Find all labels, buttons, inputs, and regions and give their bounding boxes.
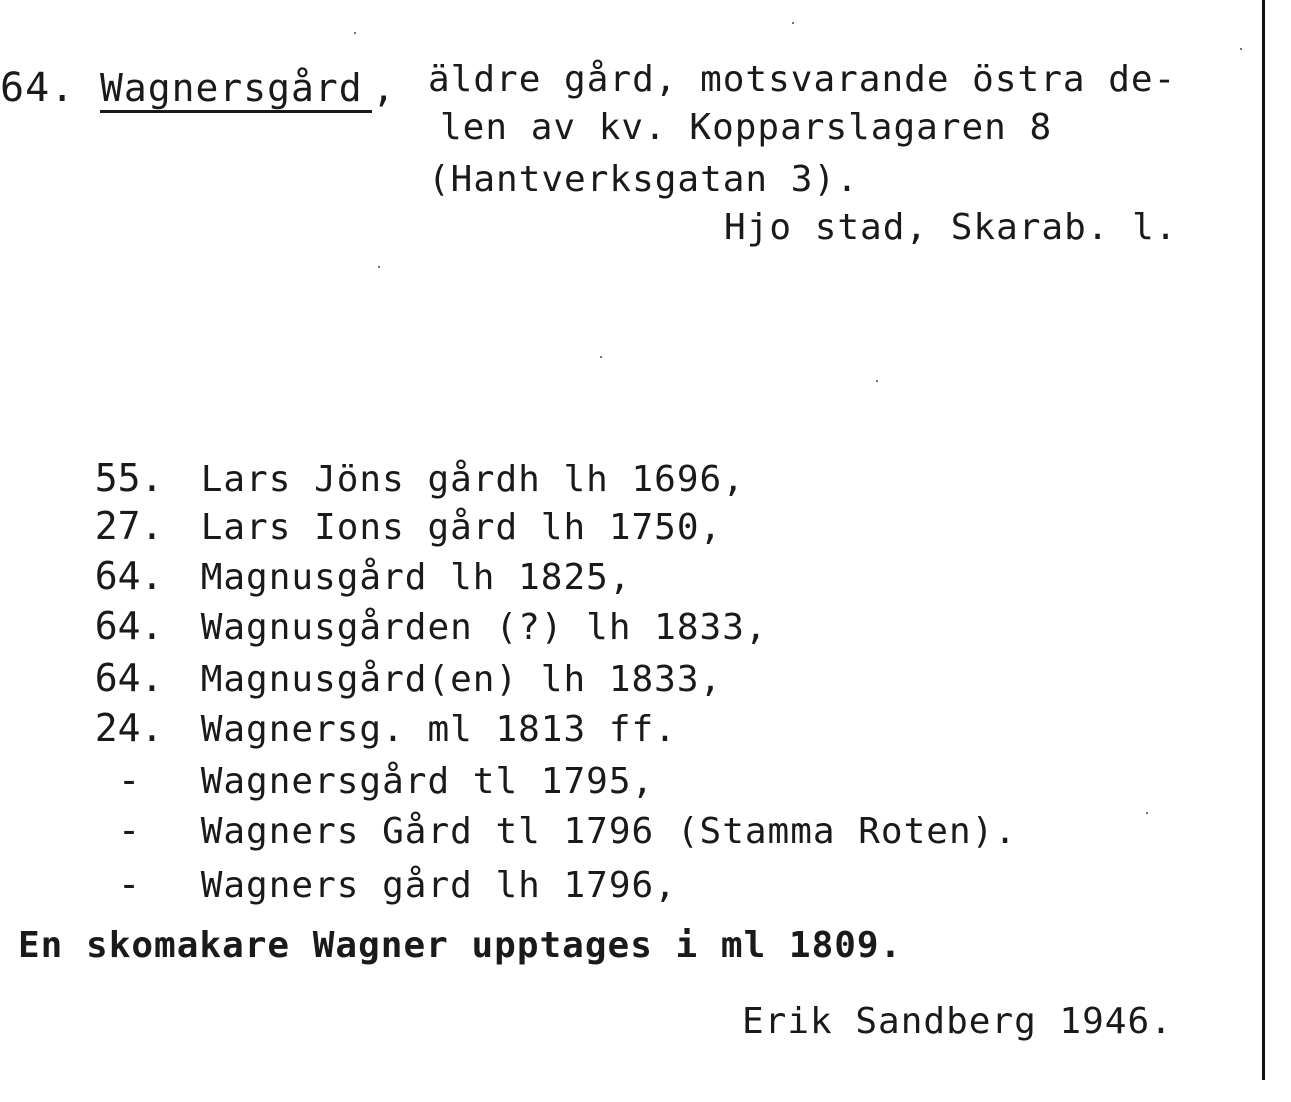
entry-text: Lars Jöns gårdh lh 1696,: [200, 459, 745, 500]
scan-speck: [792, 22, 794, 24]
entry-number: 64.: [94, 656, 164, 700]
card-edge-line: [1262, 0, 1265, 1080]
entry-text: Wagnersg. ml 1813 ff.: [200, 709, 677, 750]
heading-number: 64.: [0, 65, 76, 111]
entry-number: 27.: [94, 504, 164, 548]
entry-number: 64.: [94, 604, 164, 648]
description-line-2: len av kv. Kopparslagaren 8: [440, 107, 1053, 148]
entry-text: Wagnusgården (?) lh 1833,: [200, 607, 768, 648]
scan-speck: [354, 32, 356, 34]
entry-text: Magnusgård lh 1825,: [200, 557, 632, 598]
entry-number: -: [94, 808, 141, 852]
entry-text: Lars Ions gård lh 1750,: [200, 507, 723, 548]
signature-line: Erik Sandberg 1946.: [742, 1001, 1173, 1042]
entry-number: 24.: [94, 706, 164, 750]
note-line: En skomakare Wagner upptages i ml 1809.: [18, 925, 903, 966]
scan-speck: [1146, 812, 1148, 814]
entry-number: -: [94, 758, 141, 802]
heading-underline: [100, 110, 372, 113]
scan-speck: [1240, 48, 1242, 50]
description-line-4: Hjo stad, Skarab. l.: [724, 207, 1178, 248]
scan-speck: [378, 266, 380, 268]
entry-number: 55.: [94, 456, 164, 500]
entry-number: -: [94, 862, 141, 906]
entry-text: Wagnersgård tl 1795,: [200, 761, 655, 802]
scan-speck: [876, 380, 878, 382]
entry-number: 64.: [94, 554, 164, 598]
description-line-3: (Hantverksgatan 3).: [428, 159, 859, 200]
heading-comma: ,: [372, 66, 395, 110]
entry-text: Wagners Gård tl 1796 (Stamma Roten).: [200, 811, 1017, 852]
entry-text: Magnusgård(en) lh 1833,: [200, 659, 723, 700]
description-line-1: äldre gård, motsvarande östra de-: [428, 59, 1177, 100]
heading-name: Wagnersgård: [100, 66, 363, 110]
entry-text: Wagners gård lh 1796,: [200, 865, 677, 906]
scan-speck: [600, 356, 602, 358]
